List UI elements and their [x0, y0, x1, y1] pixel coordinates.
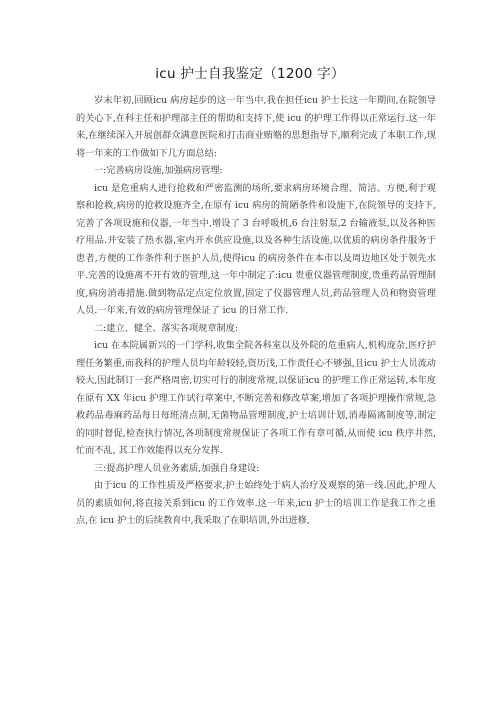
document-body — [76, 92, 436, 530]
section-heading-1: 一:完善病房设施,加强病房管理: — [94, 165, 223, 176]
document-title: icu 护士自我鉴定（1200 字） — [155, 66, 345, 82]
section-heading-3: 三:提高护理人员业务素质,加强自身建设: — [94, 462, 260, 474]
paragraph-section-2: icu 在本院属新兴的一门学科,收集全院各科室以及外院的危重病人,机构庞杂,医疗护理任务繁重,而我科的护理人员均年龄较轻,资历浅,工作责任心不够强,且icu 护士人员流动较大,因此制订一套严格周密,切实可行的制度常规,以保证icu 的护理工作正常运转,本年度在原有 XX 年icu 护理工作试行草案中,不断完善和修改草案,增加了各项护理操作常规,急救药品毒麻药品每日每班清点制,无菌物品管理制度,护士培训计划,消毒隔离制度等,制定的同时督促,检查执行情况,各项制度常规保证了各项工作有章可循,从而使 icu 秩序井然,忙而不乱, 其工作效能得以充分发挥. — [76, 340, 436, 456]
paragraph-intro: 岁末年初,回顾icu 病房起步的这一年当中,我在担任icu 护士长这一年期间,在院领导的关心下,在科主任和护理部主任的帮助和支持下,使 icu 的护理工作得以正常运行.这一年来,在继续深入开展创群众满意医院和打击商业贿赂的思想指导下,顺利完成了本职工作,现将一年来的工作做如下几方面总结: — [76, 95, 436, 159]
paragraph-section-3: 由于icu 的工作性质及严格要求,护士始终处于病人治疗及观察的第一线.因此,护理人员的素质如何,将直接关系到icu 的工作效率.这一年来,icu 护士的培训工作是我工作之重点,在 icu 护士的后续教育中,我采取了在职培训,外出进修, — [76, 480, 436, 526]
section-heading-2: 二:建立、健全、落实各项规章制度: — [94, 322, 239, 334]
paragraph-section-1: icu 是危重病人进行抢救和严密监测的场所,要求病房环境合理、简洁、方便,利于观察和抢救,病房的抢救设施齐全,在原有 icu 病房的简陋条件和设施下,在院领导的支持下,完善了各项设施和仪器,一年当中,增设了 3 台呼吸机,6 台注射泵,2 台输液泵,以及各种医疗用品.并安装了热水器,室内开水供应设施,以及各种生活设施,以优质的病房条件服务于患者,方便的工作条件利于医护人员,使得icu 的病房条件在本市以及周边地区处于领先水平.完善的设施离不开有效的管理,这一年中制定了:icu 贵重仪器管理制度,贵重药品管理制度,病房消毒措施.做到物品定点定位放置,固定了仪器管理人员,药品管理人员和物资管理人员.一年来,有效的病房管理保证了 icu 的日常工作. — [76, 182, 436, 316]
